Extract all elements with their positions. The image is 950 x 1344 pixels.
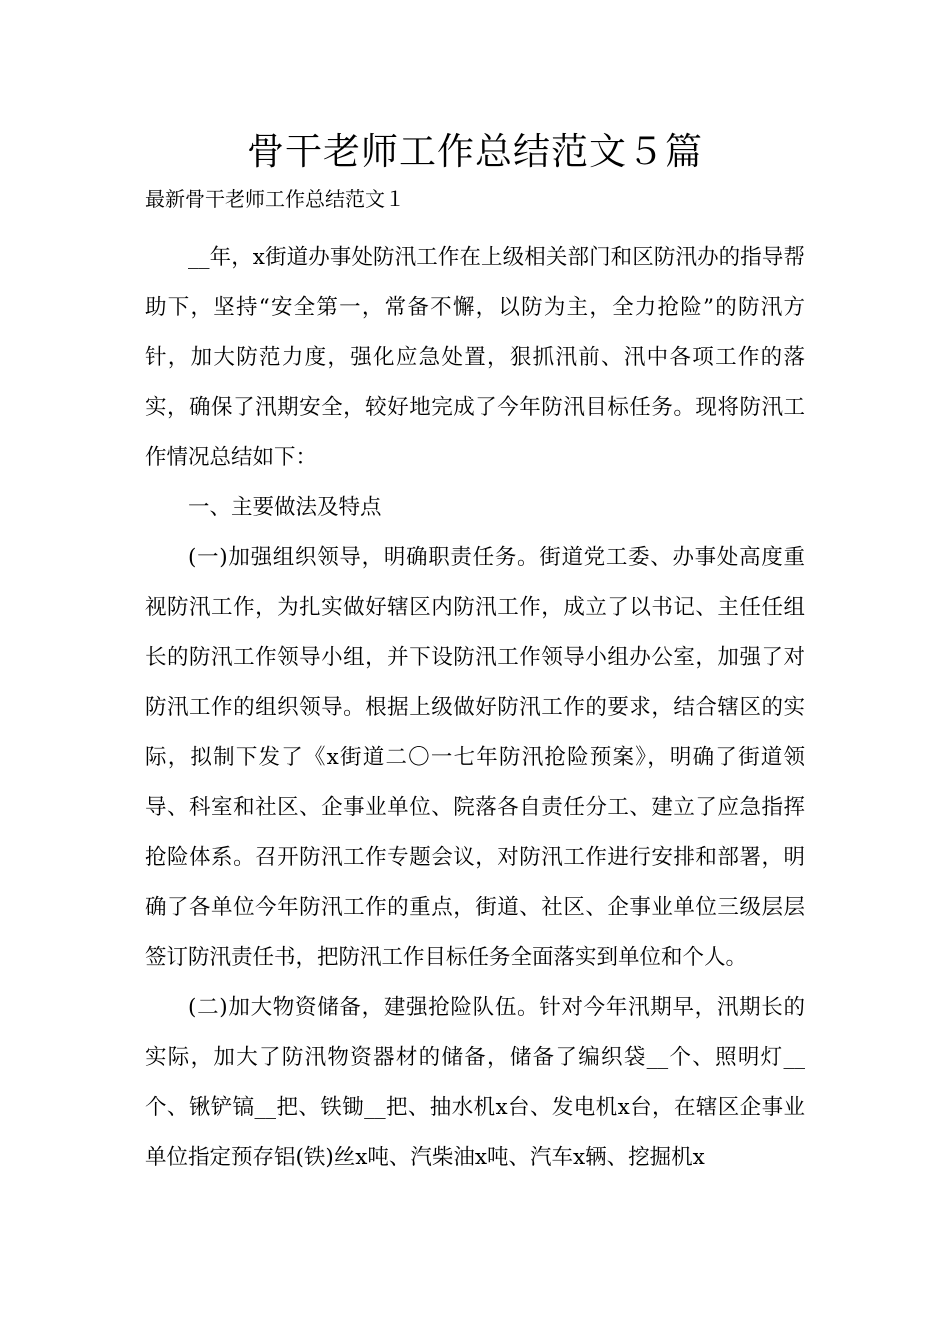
paragraph-organization: (一)加强组织领导，明确职责任务。街道党工委、办事处高度重视防汛工作，为扎实做好辖区内防汛工作，成立了以书记、主任任组长的防汛工作领导小组，并下设防汛工作领导小组办公室，加强了对防汛工作的组织领导。根据上级做好防汛工作的要求，结合辖区的实际，拟制下发了《x街道二〇一七年防汛抢险预案》，明确了街道领导、科室和社区、企事业单位、院落各自责任分工、建立了应急指挥抢险体系。召开防汛工作专题会议，对防汛工作进行安排和部署，明确了各单位今年防汛工作的重点，街道、社区、企事业单位三级层层签订防汛责任书，把防汛工作目标任务全面落实到单位和个人。 [145, 545, 805, 970]
paragraph-materials: (二)加大物资储备，建强抢险队伍。针对今年汛期早，汛期长的实际，加大了防汛物资器材的储备，储备了编织袋__个、照明灯__个、锹铲镐__把、铁锄__把、抽水机x台、发电机x台，在辖区企事业单位指定预存铝(铁)丝x吨、汽柴油x吨、汽车x辆、挖掘机x [145, 995, 805, 1170]
document-body [145, 233, 805, 1183]
document-subtitle: 最新骨干老师工作总结范文１ [145, 187, 405, 211]
section-heading: 一、主要做法及特点 [188, 495, 382, 520]
paragraph-intro: __年，x街道办事处防汛工作在上级相关部门和区防汛办的指导帮助下，坚持“安全第一，常备不懈，以防为主，全力抢险”的防汛方针，加大防范力度，强化应急处置，狠抓汛前、汛中各项工作的落实，确保了汛期安全，较好地完成了今年防汛目标任务。现将防汛工作情况总结如下： [145, 245, 805, 470]
document-title: 骨干老师工作总结范文５篇 [247, 130, 703, 173]
